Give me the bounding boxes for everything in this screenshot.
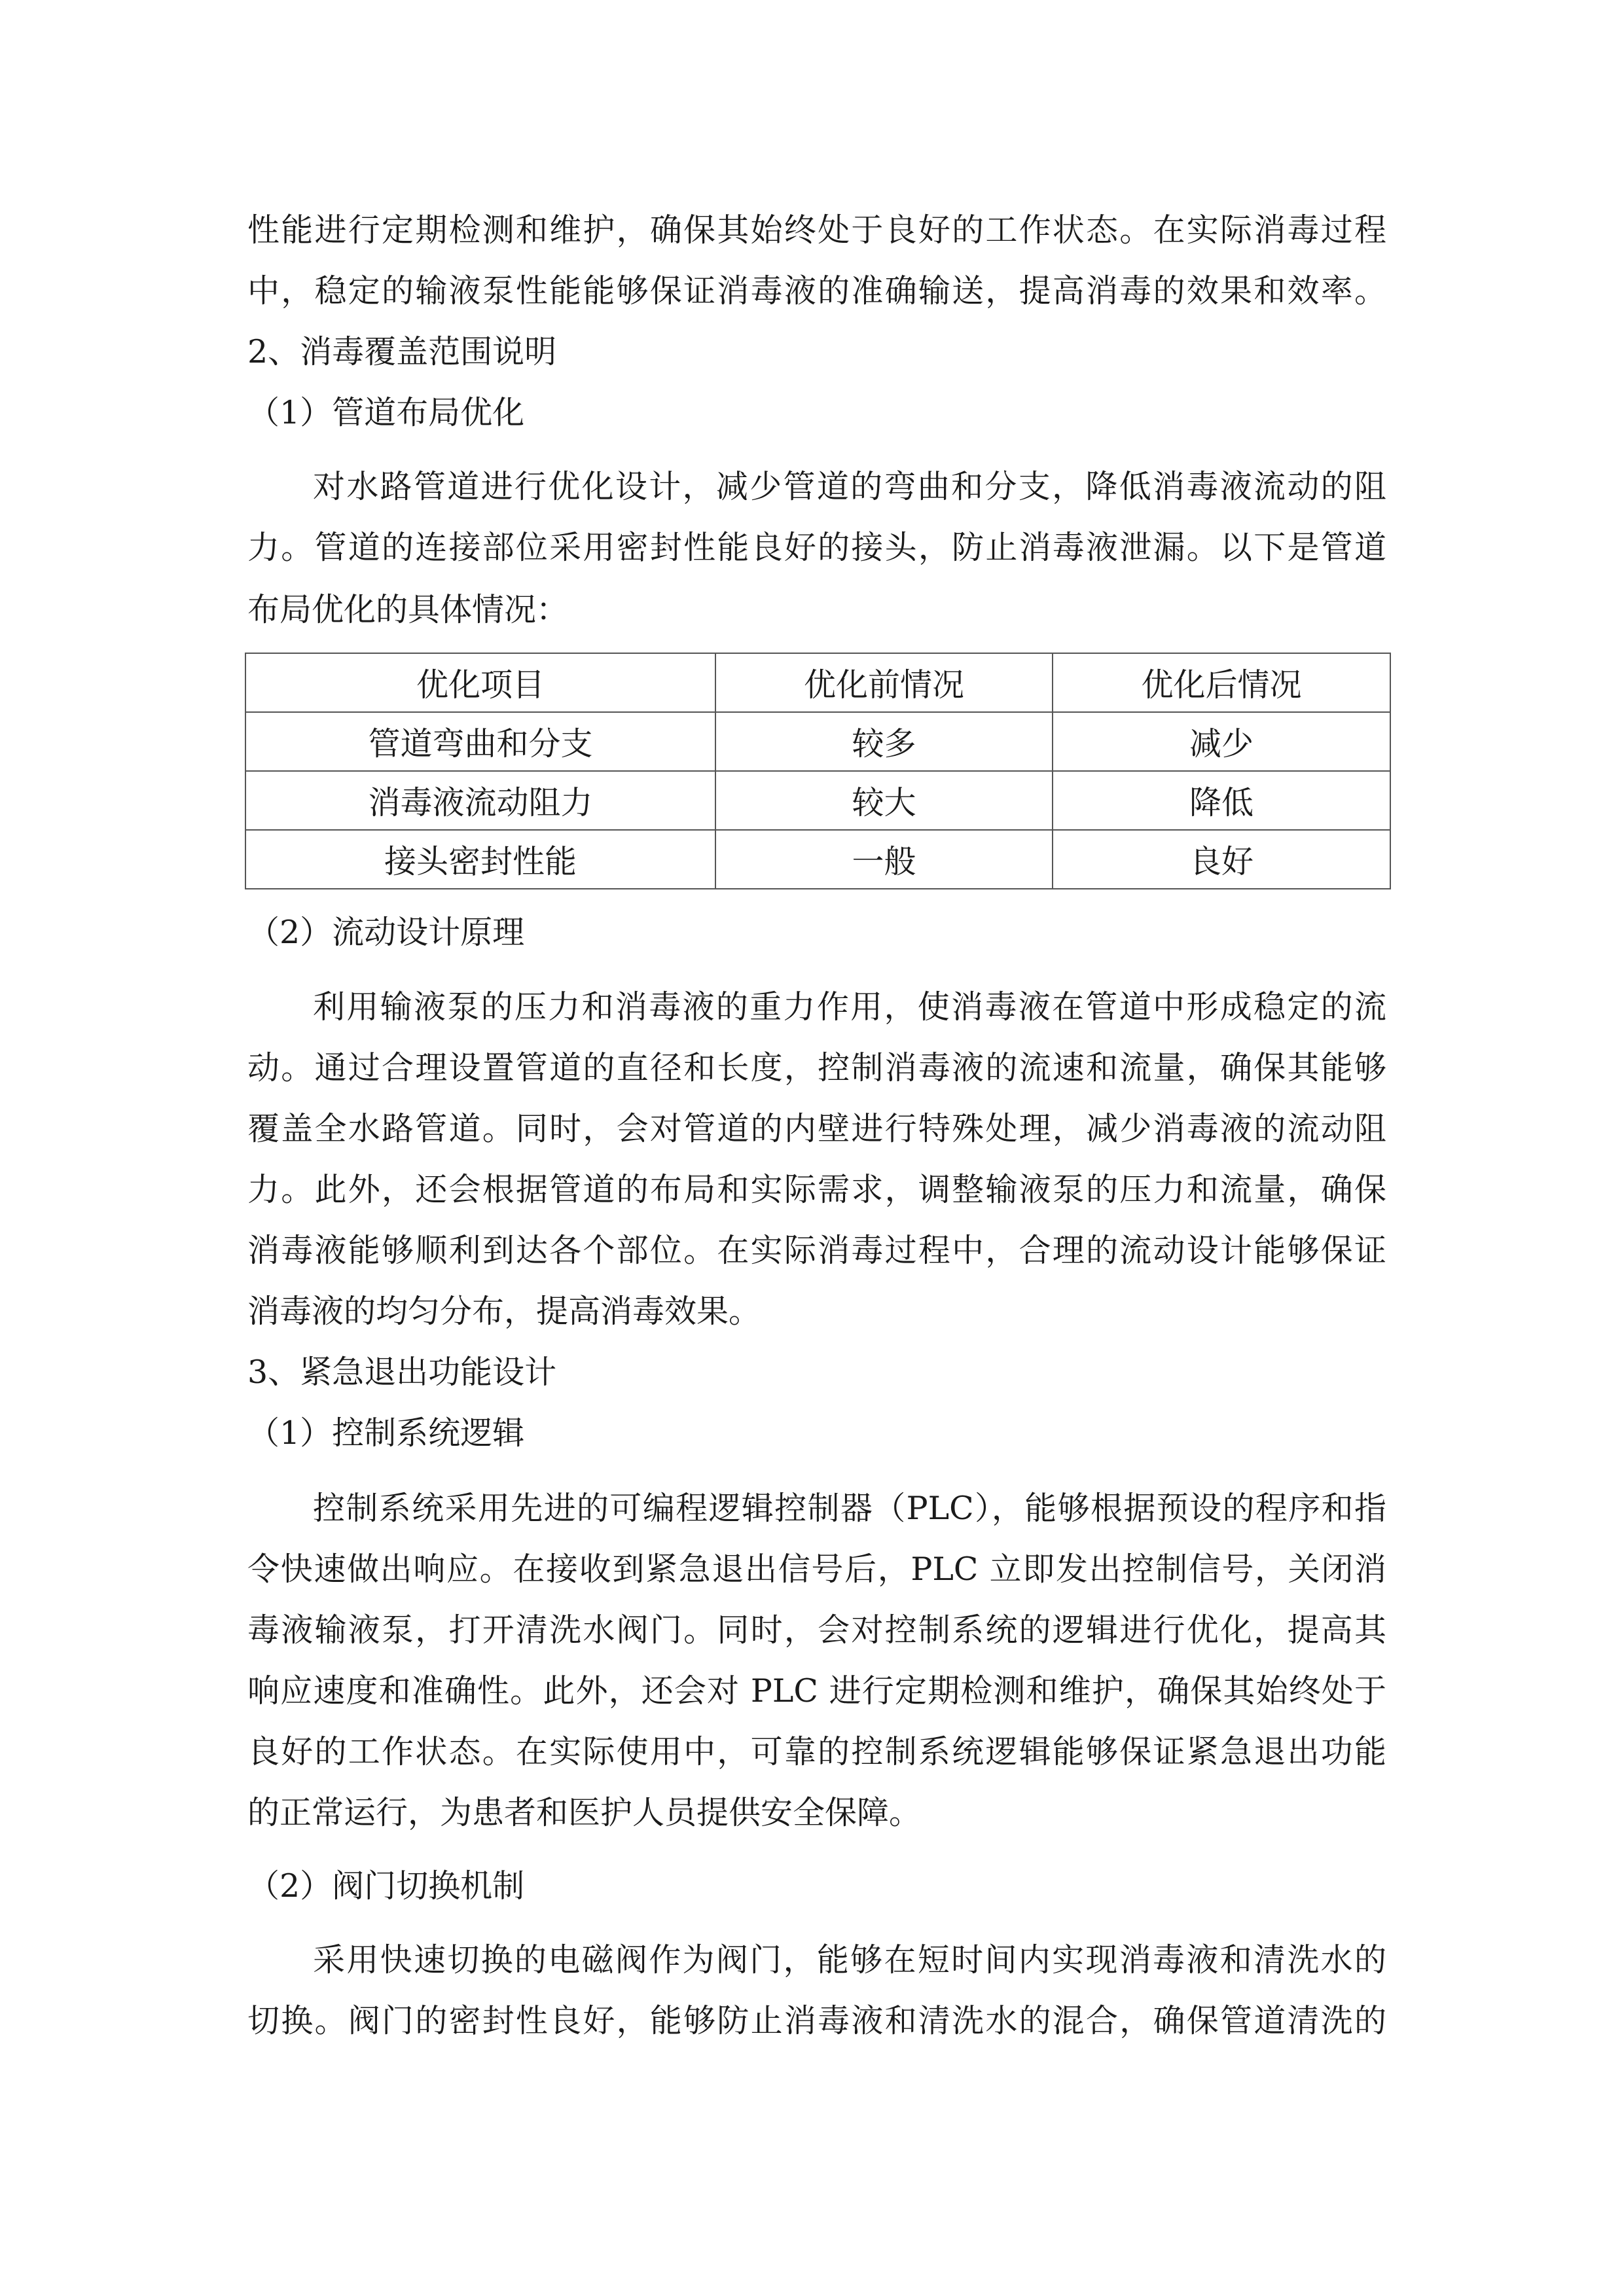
paragraph-line: 动。通过合理设置管道的直径和长度，控制消毒液的流速和流量，确保其能够 bbox=[247, 1049, 1386, 1086]
subsection-heading: （1）管道布局优化 bbox=[247, 394, 525, 431]
subsection-heading: （2）流动设计原理 bbox=[247, 914, 525, 951]
paragraph-line: 力。此外，还会根据管道的布局和实际需求，调整输液泵的压力和流量，确保 bbox=[247, 1171, 1386, 1208]
table-cell: 一般 bbox=[715, 830, 1053, 889]
paragraph-line: 利用输液泵的压力和消毒液的重力作用，使消毒液在管道中形成稳定的流 bbox=[313, 988, 1386, 1026]
paragraph-line: 令快速做出响应。在接收到紧急退出信号后，PLC 立即发出控制信号，关闭消 bbox=[247, 1551, 1386, 1588]
table-header-row bbox=[245, 653, 1390, 712]
table-cell: 较大 bbox=[715, 771, 1053, 830]
paragraph-line: 力。管道的连接部位采用密封性能良好的接头，防止消毒液泄漏。以下是管道 bbox=[247, 529, 1386, 566]
section-heading: 3、紧急退出功能设计 bbox=[247, 1354, 557, 1391]
paragraph-line: 良好的工作状态。在实际使用中，可靠的控制系统逻辑能够保证紧急退出功能 bbox=[247, 1733, 1386, 1770]
paragraph-line: 中，稳定的输液泵性能能够保证消毒液的准确输送，提高消毒的效果和效率。 bbox=[247, 272, 1386, 310]
paragraph-line: 的正常运行，为患者和医护人员提供安全保障。 bbox=[247, 1794, 922, 1831]
subsection-heading: （2）阀门切换机制 bbox=[247, 1867, 525, 1905]
table-cell: 降低 bbox=[1053, 771, 1390, 830]
paragraph-line: 覆盖全水路管道。同时，会对管道的内壁进行特殊处理，减少消毒液的流动阻 bbox=[247, 1110, 1386, 1147]
table-cell: 管道弯曲和分支 bbox=[245, 712, 715, 771]
table-row bbox=[245, 712, 1390, 771]
table-row bbox=[245, 830, 1390, 889]
paragraph-line: 响应速度和准确性。此外，还会对 PLC 进行定期检测和维护，确保其始终处于 bbox=[247, 1672, 1386, 1710]
optimization-table bbox=[245, 653, 1391, 889]
table-cell: 减少 bbox=[1053, 712, 1390, 771]
table-header-cell: 优化前情况 bbox=[715, 653, 1053, 712]
table-cell: 接头密封性能 bbox=[245, 830, 715, 889]
paragraph-line: 采用快速切换的电磁阀作为阀门，能够在短时间内实现消毒液和清洗水的 bbox=[313, 1941, 1386, 1979]
subsection-heading: （1）控制系统逻辑 bbox=[247, 1414, 525, 1452]
table-row bbox=[245, 771, 1390, 830]
table-header-cell: 优化项目 bbox=[245, 653, 715, 712]
paragraph-line: 布局优化的具体情况： bbox=[247, 591, 569, 628]
table-cell: 较多 bbox=[715, 712, 1053, 771]
paragraph-line: 消毒液的均匀分布，提高消毒效果。 bbox=[247, 1293, 761, 1330]
paragraph-line: 消毒液能够顺利到达各个部位。在实际消毒过程中，合理的流动设计能够保证 bbox=[247, 1232, 1386, 1269]
paragraph-line: 切换。阀门的密封性良好，能够防止消毒液和清洗水的混合，确保管道清洗的 bbox=[247, 2002, 1386, 2039]
paragraph-line: 毒液输液泵，打开清洗水阀门。同时，会对控制系统的逻辑进行优化，提高其 bbox=[247, 1611, 1386, 1649]
table-cell: 消毒液流动阻力 bbox=[245, 771, 715, 830]
table-header-cell: 优化后情况 bbox=[1053, 653, 1390, 712]
paragraph-line: 性能进行定期检测和维护，确保其始终处于良好的工作状态。在实际消毒过程 bbox=[247, 211, 1386, 249]
paragraph-line: 控制系统采用先进的可编程逻辑控制器（PLC），能够根据预设的程序和指 bbox=[313, 1490, 1386, 1527]
table-cell: 良好 bbox=[1053, 830, 1390, 889]
section-heading: 2、消毒覆盖范围说明 bbox=[247, 333, 557, 370]
paragraph-line: 对水路管道进行优化设计，减少管道的弯曲和分支，降低消毒液流动的阻 bbox=[313, 468, 1386, 505]
